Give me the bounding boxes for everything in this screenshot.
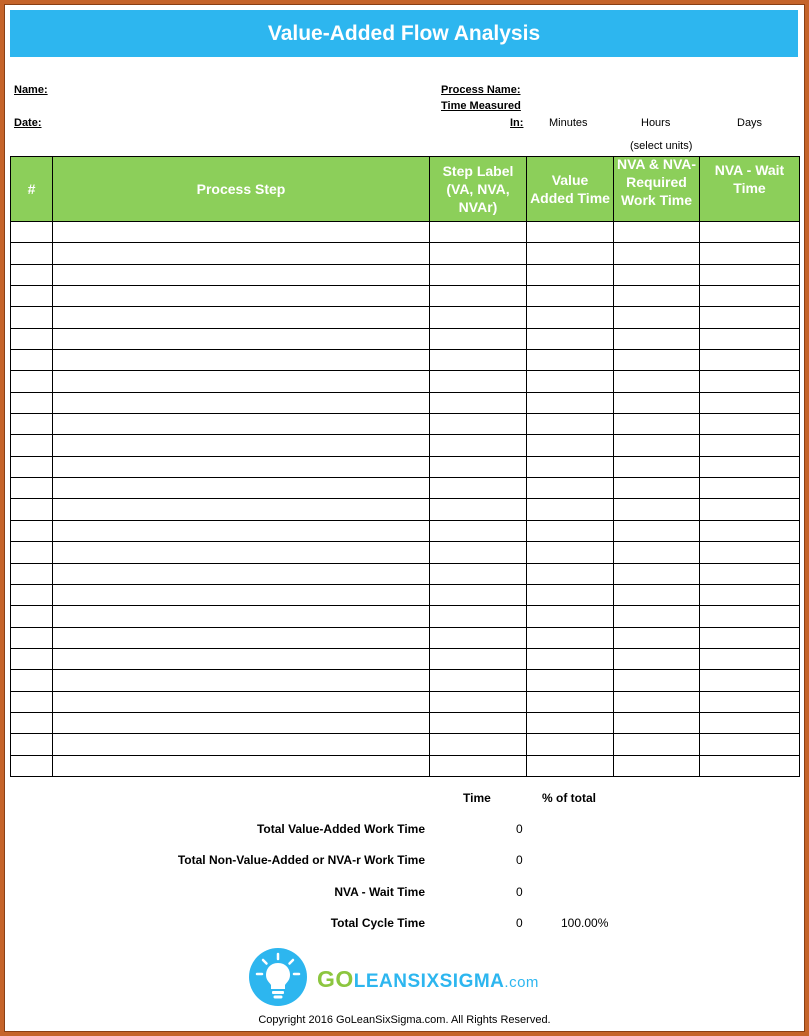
cell-nva-required-time[interactable] <box>614 392 700 413</box>
brand-wordmark <box>317 966 539 993</box>
cell-nva-required-time[interactable] <box>614 350 700 371</box>
table-row <box>11 414 800 435</box>
cell-value-added-time[interactable] <box>527 499 614 520</box>
cell-number[interactable] <box>11 606 53 627</box>
cell-value-added-time[interactable] <box>527 712 614 733</box>
cell-step-label[interactable] <box>430 307 527 328</box>
cell-step-label[interactable] <box>430 414 527 435</box>
cell-step-label[interactable] <box>430 264 527 285</box>
cell-wait-time[interactable] <box>700 264 800 285</box>
table-row <box>11 691 800 712</box>
cell-number[interactable] <box>11 264 53 285</box>
lightbulb-logo-icon <box>249 948 307 1006</box>
cell-number[interactable] <box>11 478 53 499</box>
cell-process-step[interactable] <box>53 392 430 413</box>
cell-step-label[interactable] <box>430 627 527 648</box>
cell-step-label[interactable] <box>430 371 527 392</box>
cell-number[interactable] <box>11 350 53 371</box>
cell-number[interactable] <box>11 734 53 755</box>
cell-number[interactable] <box>11 670 53 691</box>
cell-number[interactable] <box>11 414 53 435</box>
cell-step-label[interactable] <box>430 286 527 307</box>
cell-number[interactable] <box>11 712 53 733</box>
cell-wait-time[interactable] <box>700 414 800 435</box>
cell-process-step[interactable] <box>53 563 430 584</box>
cell-process-step[interactable] <box>53 456 430 477</box>
cell-value-added-time[interactable] <box>527 307 614 328</box>
cell-number[interactable] <box>11 648 53 669</box>
cell-nva-required-time[interactable] <box>614 755 700 776</box>
cell-step-label[interactable] <box>430 499 527 520</box>
cell-nva-required-time[interactable] <box>614 414 700 435</box>
cell-process-step[interactable] <box>53 243 430 264</box>
summary-value-va: 0 <box>516 822 523 836</box>
table-row <box>11 307 800 328</box>
cell-step-label[interactable] <box>430 606 527 627</box>
cell-process-step[interactable] <box>53 606 430 627</box>
cell-nva-required-time[interactable] <box>614 328 700 349</box>
unit-days[interactable]: Days <box>737 117 763 129</box>
summary-pct-cycle: 100.00% <box>561 916 609 930</box>
cell-value-added-time[interactable] <box>527 520 614 541</box>
summary-label-cycle: Total Cycle Time <box>330 916 425 930</box>
cell-step-label[interactable] <box>430 712 527 733</box>
cell-step-label[interactable] <box>430 456 527 477</box>
cell-value-added-time[interactable] <box>527 328 614 349</box>
cell-nva-required-time[interactable] <box>614 563 700 584</box>
cell-process-step[interactable] <box>53 627 430 648</box>
cell-value-added-time[interactable] <box>527 563 614 584</box>
cell-wait-time[interactable] <box>700 478 800 499</box>
col-header-wait-time <box>700 157 800 222</box>
cell-wait-time[interactable] <box>700 243 800 264</box>
summary-pct-header: % of total <box>542 791 596 805</box>
cell-wait-time[interactable] <box>700 691 800 712</box>
cell-wait-time[interactable] <box>700 456 800 477</box>
cell-process-step[interactable] <box>53 435 430 456</box>
cell-value-added-time[interactable] <box>527 286 614 307</box>
summary-label-va: Total Value-Added Work Time <box>256 822 425 836</box>
cell-nva-required-time[interactable] <box>614 307 700 328</box>
brand-name: LEANSIXSIGMA <box>353 971 505 992</box>
cell-nva-required-time[interactable] <box>614 520 700 541</box>
name-label: Name: <box>14 84 48 96</box>
cell-wait-time[interactable] <box>700 520 800 541</box>
brand-tld: .com <box>504 974 539 991</box>
cell-step-label[interactable] <box>430 670 527 691</box>
cell-wait-time[interactable] <box>700 286 800 307</box>
table-row <box>11 670 800 691</box>
cell-number[interactable] <box>11 222 53 243</box>
cell-process-step[interactable] <box>53 286 430 307</box>
cell-number[interactable] <box>11 243 53 264</box>
cell-number[interactable] <box>11 755 53 776</box>
unit-minutes[interactable]: Minutes <box>549 117 588 129</box>
col-header-value-added-time: Value Added Time <box>527 157 614 222</box>
cell-number[interactable] <box>11 499 53 520</box>
select-units-hint: (select units) <box>630 140 693 152</box>
cell-nva-required-time[interactable] <box>614 456 700 477</box>
table-row <box>11 648 800 669</box>
cell-step-label[interactable] <box>430 542 527 563</box>
cell-nva-required-time[interactable] <box>614 584 700 605</box>
cell-nva-required-time[interactable] <box>614 691 700 712</box>
cell-process-step[interactable] <box>53 264 430 285</box>
table-row <box>11 286 800 307</box>
cell-step-label[interactable] <box>430 478 527 499</box>
cell-step-label[interactable] <box>430 392 527 413</box>
table-header-row <box>11 157 800 222</box>
cell-value-added-time[interactable] <box>527 222 614 243</box>
cell-nva-required-time[interactable] <box>614 222 700 243</box>
cell-wait-time[interactable] <box>700 328 800 349</box>
cell-nva-required-time[interactable] <box>614 606 700 627</box>
cell-step-label[interactable] <box>430 563 527 584</box>
brand-go: GO <box>317 966 354 992</box>
cell-number[interactable] <box>11 627 53 648</box>
cell-number[interactable] <box>11 371 53 392</box>
cell-nva-required-time[interactable] <box>614 627 700 648</box>
cell-process-step[interactable] <box>53 478 430 499</box>
table-row <box>11 542 800 563</box>
cell-wait-time[interactable] <box>700 563 800 584</box>
cell-value-added-time[interactable] <box>527 670 614 691</box>
cell-number[interactable] <box>11 584 53 605</box>
cell-number[interactable] <box>11 307 53 328</box>
cell-nva-required-time[interactable] <box>614 648 700 669</box>
process-name-label: Process Name: <box>441 84 521 96</box>
cell-value-added-time[interactable] <box>527 350 614 371</box>
cell-wait-time[interactable] <box>700 755 800 776</box>
cell-number[interactable] <box>11 563 53 584</box>
cell-step-label[interactable] <box>430 520 527 541</box>
cell-value-added-time[interactable] <box>527 435 614 456</box>
cell-value-added-time[interactable] <box>527 606 614 627</box>
table-body <box>11 222 800 777</box>
table-row <box>11 264 800 285</box>
cell-nva-required-time[interactable] <box>614 734 700 755</box>
cell-step-label[interactable] <box>430 691 527 712</box>
table-row <box>11 606 800 627</box>
col-header-nva-required-text: NVA & NVA-Required Work Time <box>616 156 697 208</box>
in-label: In: <box>510 117 524 129</box>
cell-number[interactable] <box>11 286 53 307</box>
cell-process-step[interactable] <box>53 371 430 392</box>
cell-process-step[interactable] <box>53 520 430 541</box>
cell-step-label[interactable] <box>430 328 527 349</box>
col-header-process-step: Process Step <box>53 157 430 222</box>
cell-process-step[interactable] <box>53 755 430 776</box>
cell-nva-required-time[interactable] <box>614 712 700 733</box>
cell-wait-time[interactable] <box>700 371 800 392</box>
table-row <box>11 734 800 755</box>
cell-value-added-time[interactable] <box>527 627 614 648</box>
cell-value-added-time[interactable] <box>527 691 614 712</box>
col-header-wait-time-text: NVA - Wait Time <box>714 162 785 196</box>
table-row <box>11 435 800 456</box>
table-row <box>11 371 800 392</box>
cell-process-step[interactable] <box>53 734 430 755</box>
table-row <box>11 627 800 648</box>
cell-number[interactable] <box>11 691 53 712</box>
cell-wait-time[interactable] <box>700 392 800 413</box>
cell-wait-time[interactable] <box>700 499 800 520</box>
cell-number[interactable] <box>11 435 53 456</box>
col-header-number: # <box>11 157 53 222</box>
table-row <box>11 392 800 413</box>
cell-value-added-time[interactable] <box>527 371 614 392</box>
table-row <box>11 478 800 499</box>
col-header-nva-required-time <box>614 157 700 222</box>
cell-value-added-time[interactable] <box>527 243 614 264</box>
cell-wait-time[interactable] <box>700 435 800 456</box>
table-row <box>11 584 800 605</box>
cell-wait-time[interactable] <box>700 734 800 755</box>
table-row <box>11 755 800 776</box>
cell-value-added-time[interactable] <box>527 542 614 563</box>
cell-number[interactable] <box>11 542 53 563</box>
cell-nva-required-time[interactable] <box>614 499 700 520</box>
cell-value-added-time[interactable] <box>527 734 614 755</box>
cell-nva-required-time[interactable] <box>614 243 700 264</box>
summary-label-nva: Total Non-Value-Added or NVA-r Work Time <box>177 853 425 867</box>
date-label: Date: <box>14 117 42 129</box>
cell-wait-time[interactable] <box>700 670 800 691</box>
cell-value-added-time[interactable] <box>527 648 614 669</box>
cell-wait-time[interactable] <box>700 350 800 371</box>
cell-process-step[interactable] <box>53 350 430 371</box>
cell-step-label[interactable] <box>430 350 527 371</box>
copyright-text: Copyright 2016 GoLeanSixSigma.com. All Rights Reserved. <box>258 1014 551 1026</box>
table-row <box>11 712 800 733</box>
table-row <box>11 520 800 541</box>
time-measured-label: Time Measured <box>441 100 521 112</box>
cell-process-step[interactable] <box>53 542 430 563</box>
summary-value-wait: 0 <box>516 885 523 899</box>
cell-number[interactable] <box>11 392 53 413</box>
cell-nva-required-time[interactable] <box>614 478 700 499</box>
table-row <box>11 499 800 520</box>
cell-number[interactable] <box>11 456 53 477</box>
cell-wait-time[interactable] <box>700 712 800 733</box>
cell-step-label[interactable] <box>430 435 527 456</box>
cell-value-added-time[interactable] <box>527 584 614 605</box>
cell-process-step[interactable] <box>53 414 430 435</box>
cell-nva-required-time[interactable] <box>614 286 700 307</box>
table-row <box>11 328 800 349</box>
cell-value-added-time[interactable] <box>527 392 614 413</box>
summary-value-cycle: 0 <box>516 916 523 930</box>
cell-wait-time[interactable] <box>700 648 800 669</box>
cell-step-label[interactable] <box>430 648 527 669</box>
cell-number[interactable] <box>11 520 53 541</box>
cell-process-step[interactable] <box>53 648 430 669</box>
table-row <box>11 350 800 371</box>
summary-value-nva: 0 <box>516 853 523 867</box>
cell-value-added-time[interactable] <box>527 414 614 435</box>
cell-process-step[interactable] <box>53 499 430 520</box>
cell-nva-required-time[interactable] <box>614 435 700 456</box>
table-row <box>11 563 800 584</box>
cell-nva-required-time[interactable] <box>614 264 700 285</box>
cell-process-step[interactable] <box>53 584 430 605</box>
cell-step-label[interactable] <box>430 734 527 755</box>
cell-process-step[interactable] <box>53 712 430 733</box>
cell-wait-time[interactable] <box>700 627 800 648</box>
cell-step-label[interactable] <box>430 755 527 776</box>
cell-wait-time[interactable] <box>700 584 800 605</box>
cell-wait-time[interactable] <box>700 606 800 627</box>
cell-value-added-time[interactable] <box>527 264 614 285</box>
cell-value-added-time[interactable] <box>527 755 614 776</box>
table-row <box>11 456 800 477</box>
cell-wait-time[interactable] <box>700 307 800 328</box>
summary-time-header: Time <box>463 791 491 805</box>
cell-nva-required-time[interactable] <box>614 670 700 691</box>
cell-value-added-time[interactable] <box>527 456 614 477</box>
cell-value-added-time[interactable] <box>527 478 614 499</box>
cell-step-label[interactable] <box>430 222 527 243</box>
cell-nva-required-time[interactable] <box>614 371 700 392</box>
cell-process-step[interactable] <box>53 691 430 712</box>
summary-label-wait: NVA - Wait Time <box>334 885 425 899</box>
cell-number[interactable] <box>11 328 53 349</box>
page-title: Value-Added Flow Analysis <box>10 10 798 57</box>
cell-step-label[interactable] <box>430 243 527 264</box>
unit-hours[interactable]: Hours <box>641 117 671 129</box>
cell-process-step[interactable] <box>53 222 430 243</box>
cell-process-step[interactable] <box>53 307 430 328</box>
cell-wait-time[interactable] <box>700 222 800 243</box>
process-table <box>10 156 800 777</box>
cell-wait-time[interactable] <box>700 542 800 563</box>
cell-process-step[interactable] <box>53 670 430 691</box>
table-row <box>11 243 800 264</box>
table-row <box>11 222 800 243</box>
cell-process-step[interactable] <box>53 328 430 349</box>
cell-nva-required-time[interactable] <box>614 542 700 563</box>
col-header-step-label: Step Label (VA, NVA, NVAr) <box>430 157 527 222</box>
cell-step-label[interactable] <box>430 584 527 605</box>
